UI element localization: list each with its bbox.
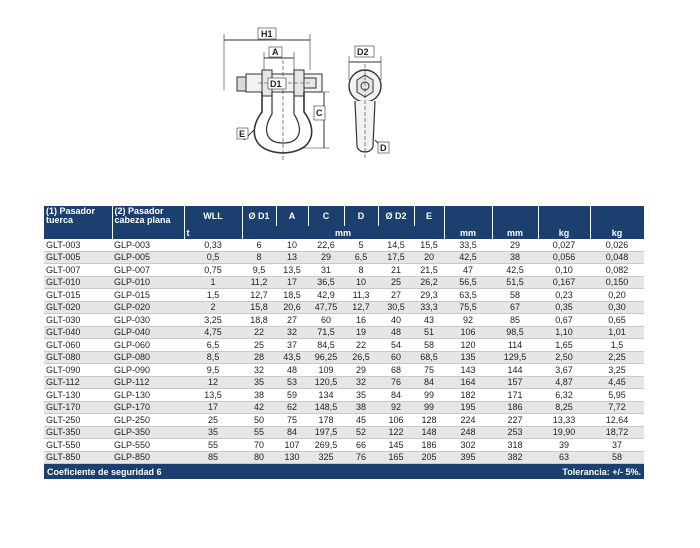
table-cell: 92 xyxy=(444,314,492,327)
table-cell: 134 xyxy=(308,389,344,402)
table-cell: 36,5 xyxy=(308,276,344,289)
table-cell: 22 xyxy=(242,326,276,339)
table-cell: 71,5 xyxy=(308,326,344,339)
table-cell: 32 xyxy=(276,326,308,339)
table-cell: 52 xyxy=(344,426,378,439)
dim-label-d: D xyxy=(380,143,387,153)
table-cell: 0,20 xyxy=(590,289,644,302)
header-blank-1 xyxy=(444,206,492,226)
header-blank-3 xyxy=(538,206,590,226)
dim-label-c: C xyxy=(316,108,323,118)
header-wll: WLL xyxy=(184,206,242,226)
table-cell: 1,5 xyxy=(184,289,242,302)
table-row xyxy=(44,289,644,302)
table-cell: 58 xyxy=(590,451,644,464)
table-cell: 0,150 xyxy=(590,276,644,289)
table-cell: 42,9 xyxy=(308,289,344,302)
table-cell: GLP-030 xyxy=(112,314,184,327)
table-cell: 145 xyxy=(378,439,414,452)
table-cell: 10 xyxy=(344,276,378,289)
table-cell: GLT-550 xyxy=(44,439,112,452)
table-cell: 11,3 xyxy=(344,289,378,302)
table-cell: 114 xyxy=(492,339,538,352)
table-cell: 53 xyxy=(276,376,308,389)
units-kg-1: kg xyxy=(538,226,590,239)
table-cell: 2,25 xyxy=(590,351,644,364)
table-cell: 21,5 xyxy=(414,264,444,277)
table-cell: 13 xyxy=(276,251,308,264)
table-cell: 8,25 xyxy=(538,401,590,414)
header-d1: Ø D1 xyxy=(242,206,276,226)
table-cell: 13,33 xyxy=(538,414,590,427)
table-cell: 325 xyxy=(308,451,344,464)
table-cell: GLT-080 xyxy=(44,351,112,364)
table-row xyxy=(44,414,644,427)
table-cell: GLT-112 xyxy=(44,376,112,389)
table-cell: 85 xyxy=(492,314,538,327)
table-cell: 13,5 xyxy=(276,264,308,277)
table-row xyxy=(44,314,644,327)
table-cell: GLP-007 xyxy=(112,264,184,277)
table-cell: 84 xyxy=(414,376,444,389)
table-cell: 0,23 xyxy=(538,289,590,302)
table-cell: 6,5 xyxy=(184,339,242,352)
table-cell: 21 xyxy=(378,264,414,277)
footer-safety-factor: Coeficiente de seguridad 6 xyxy=(44,464,378,480)
table-units-row xyxy=(44,226,644,239)
table-cell: 75 xyxy=(276,414,308,427)
header-pasador-cabeza-plana: (2) Pasador cabeza plana xyxy=(112,206,184,226)
table-cell: 0,33 xyxy=(184,239,242,251)
table-cell: 12 xyxy=(184,376,242,389)
table-cell: 29 xyxy=(492,239,538,251)
table-cell: GLT-005 xyxy=(44,251,112,264)
units-mm-2: mm xyxy=(492,226,538,239)
table-cell: GLP-170 xyxy=(112,401,184,414)
table-cell: 18,5 xyxy=(276,289,308,302)
table-cell: 6 xyxy=(242,239,276,251)
table-row xyxy=(44,389,644,402)
header-blank-4 xyxy=(590,206,644,226)
table-cell: 12,64 xyxy=(590,414,644,427)
table-cell: 130 xyxy=(276,451,308,464)
table-cell: 6,5 xyxy=(344,251,378,264)
table-cell: 318 xyxy=(492,439,538,452)
table-cell: 148,5 xyxy=(308,401,344,414)
table-row xyxy=(44,439,644,452)
table-cell: 0,75 xyxy=(184,264,242,277)
table-cell: 20,6 xyxy=(276,301,308,314)
table-cell: 68 xyxy=(378,364,414,377)
units-mm-1: mm xyxy=(444,226,492,239)
table-cell: 382 xyxy=(492,451,538,464)
table-cell: GLP-060 xyxy=(112,339,184,352)
table-cell: 42,5 xyxy=(444,251,492,264)
table-cell: 40 xyxy=(378,314,414,327)
table-cell: 55 xyxy=(242,426,276,439)
table-cell: GLP-015 xyxy=(112,289,184,302)
table-cell: 29 xyxy=(308,251,344,264)
table-cell: 37 xyxy=(276,339,308,352)
table-cell: 27 xyxy=(276,314,308,327)
table-cell: 42 xyxy=(242,401,276,414)
dim-label-d2: D2 xyxy=(357,47,369,57)
table-cell: 15,5 xyxy=(414,239,444,251)
table-row xyxy=(44,264,644,277)
table-cell: 35 xyxy=(344,389,378,402)
table-cell: 48 xyxy=(378,326,414,339)
table-cell: 0,048 xyxy=(590,251,644,264)
table-cell: 4,45 xyxy=(590,376,644,389)
table-cell: 6,32 xyxy=(538,389,590,402)
table-cell: 5,95 xyxy=(590,389,644,402)
table-cell: 20 xyxy=(414,251,444,264)
table-cell: GLT-170 xyxy=(44,401,112,414)
table-cell: 22,6 xyxy=(308,239,344,251)
table-cell: 35 xyxy=(242,376,276,389)
table-cell: 1,01 xyxy=(590,326,644,339)
table-cell: 33,5 xyxy=(444,239,492,251)
table-cell: 96,25 xyxy=(308,351,344,364)
units-mm-group: mm xyxy=(242,226,444,239)
table-cell: 17 xyxy=(276,276,308,289)
table-cell: 186 xyxy=(414,439,444,452)
table-cell: 28 xyxy=(242,351,276,364)
table-cell: GLP-020 xyxy=(112,301,184,314)
table-cell: GLT-007 xyxy=(44,264,112,277)
header-d: D xyxy=(344,206,378,226)
table-cell: 31 xyxy=(308,264,344,277)
table-cell: 26,5 xyxy=(344,351,378,364)
table-cell: 45 xyxy=(344,414,378,427)
table-cell: 17 xyxy=(184,401,242,414)
table-cell: 1 xyxy=(184,276,242,289)
table-cell: 9,5 xyxy=(184,364,242,377)
table-cell: 51,5 xyxy=(492,276,538,289)
table-row xyxy=(44,301,644,314)
table-cell: 27 xyxy=(378,289,414,302)
table-cell: 58 xyxy=(492,289,538,302)
table-cell: 135 xyxy=(444,351,492,364)
table-cell: 63 xyxy=(538,451,590,464)
table-cell: 5 xyxy=(344,239,378,251)
table-cell: 4,87 xyxy=(538,376,590,389)
table-cell: 60 xyxy=(308,314,344,327)
table-cell: 178 xyxy=(308,414,344,427)
table-cell: 3,67 xyxy=(538,364,590,377)
table-cell: 12,7 xyxy=(242,289,276,302)
table-cell: GLP-850 xyxy=(112,451,184,464)
table-cell: 186 xyxy=(492,401,538,414)
table-cell: 205 xyxy=(414,451,444,464)
table-cell: 76 xyxy=(344,451,378,464)
dim-label-d1: D1 xyxy=(270,79,282,89)
table-cell: 8,5 xyxy=(184,351,242,364)
table-row xyxy=(44,339,644,352)
table-cell: GLT-350 xyxy=(44,426,112,439)
table-cell: 7,72 xyxy=(590,401,644,414)
table-cell: 56,5 xyxy=(444,276,492,289)
table-cell: 2,50 xyxy=(538,351,590,364)
table-cell: 10 xyxy=(276,239,308,251)
table-cell: 37 xyxy=(590,439,644,452)
table-cell: 70 xyxy=(242,439,276,452)
table-cell: 106 xyxy=(378,414,414,427)
table-cell: 75 xyxy=(414,364,444,377)
table-cell: 143 xyxy=(444,364,492,377)
table-cell: 39 xyxy=(538,439,590,452)
table-cell: 66 xyxy=(344,439,378,452)
header-a: A xyxy=(276,206,308,226)
table-cell: GLT-020 xyxy=(44,301,112,314)
table-cell: 51 xyxy=(414,326,444,339)
table-cell: 60 xyxy=(378,351,414,364)
table-cell: 99 xyxy=(414,401,444,414)
table-cell: 92 xyxy=(378,401,414,414)
table-cell: 0,65 xyxy=(590,314,644,327)
table-cell: 99 xyxy=(414,389,444,402)
table-cell: 0,30 xyxy=(590,301,644,314)
table-cell: 63,5 xyxy=(444,289,492,302)
table-cell: 120 xyxy=(444,339,492,352)
table-cell: 2 xyxy=(184,301,242,314)
table-cell: 42,5 xyxy=(492,264,538,277)
table-footer-row xyxy=(44,464,644,480)
table-row xyxy=(44,426,644,439)
table-cell: 59 xyxy=(276,389,308,402)
table-cell: 4,75 xyxy=(184,326,242,339)
footer-tolerance: Tolerancia: +/- 5%. xyxy=(378,464,644,480)
header-e: E xyxy=(414,206,444,226)
table-row xyxy=(44,276,644,289)
table-cell: 0,67 xyxy=(538,314,590,327)
table-cell: GLT-010 xyxy=(44,276,112,289)
table-cell: 84 xyxy=(378,389,414,402)
table-cell: GLT-003 xyxy=(44,239,112,251)
table-cell: 195 xyxy=(444,401,492,414)
table-cell: 38 xyxy=(344,401,378,414)
table-cell: 18,8 xyxy=(242,314,276,327)
table-cell: 35 xyxy=(184,426,242,439)
table-cell: 29 xyxy=(344,364,378,377)
table-cell: 55 xyxy=(184,439,242,452)
table-header-row xyxy=(44,206,644,226)
table-cell: 43,5 xyxy=(276,351,308,364)
table-cell: 11,2 xyxy=(242,276,276,289)
table-cell: 8 xyxy=(242,251,276,264)
shackle-front-view xyxy=(237,60,322,160)
table-cell: 165 xyxy=(378,451,414,464)
table-cell: 3,25 xyxy=(184,314,242,327)
table-cell: 3,25 xyxy=(590,364,644,377)
table-cell: 8 xyxy=(344,264,378,277)
table-cell: 1,5 xyxy=(590,339,644,352)
table-cell: GLT-040 xyxy=(44,326,112,339)
table-cell: 48 xyxy=(276,364,308,377)
table-cell: 9,5 xyxy=(242,264,276,277)
table-row xyxy=(44,239,644,251)
table-cell: 25 xyxy=(242,339,276,352)
table-cell: 84,5 xyxy=(308,339,344,352)
table-cell: 25 xyxy=(184,414,242,427)
table-row xyxy=(44,451,644,464)
table-cell: 0,10 xyxy=(538,264,590,277)
table-cell: 19 xyxy=(344,326,378,339)
table-cell: 157 xyxy=(492,376,538,389)
table-cell: 54 xyxy=(378,339,414,352)
table-cell: GLT-090 xyxy=(44,364,112,377)
table-cell: 19,90 xyxy=(538,426,590,439)
table-cell: 302 xyxy=(444,439,492,452)
dim-label-e: E xyxy=(239,129,246,139)
table-cell: 47,75 xyxy=(308,301,344,314)
table-cell: 33,3 xyxy=(414,301,444,314)
table-cell: 227 xyxy=(492,414,538,427)
table-cell: 58 xyxy=(414,339,444,352)
table-cell: 25 xyxy=(378,276,414,289)
table-cell: GLP-250 xyxy=(112,414,184,427)
table-cell: GLP-005 xyxy=(112,251,184,264)
table-cell: 62 xyxy=(276,401,308,414)
table-cell: 16 xyxy=(344,314,378,327)
table-cell: GLP-003 xyxy=(112,239,184,251)
dim-label-a: A xyxy=(272,47,279,57)
units-blank-1 xyxy=(44,226,112,239)
table-cell: 269,5 xyxy=(308,439,344,452)
header-blank-2 xyxy=(492,206,538,226)
table-cell: 29,3 xyxy=(414,289,444,302)
table-cell: 248 xyxy=(444,426,492,439)
table-cell: 0,167 xyxy=(538,276,590,289)
table-cell: GLT-250 xyxy=(44,414,112,427)
table-cell: 0,082 xyxy=(590,264,644,277)
table-cell: 1,10 xyxy=(538,326,590,339)
table-cell: 38 xyxy=(242,389,276,402)
table-cell: 85 xyxy=(184,451,242,464)
table-cell: 109 xyxy=(308,364,344,377)
table-cell: 171 xyxy=(492,389,538,402)
table-cell: 17,5 xyxy=(378,251,414,264)
table-cell: 128 xyxy=(414,414,444,427)
table-cell: GLP-350 xyxy=(112,426,184,439)
table-cell: 18,72 xyxy=(590,426,644,439)
table-cell: 0,056 xyxy=(538,251,590,264)
table-cell: GLP-040 xyxy=(112,326,184,339)
units-blank-2 xyxy=(112,226,184,239)
units-wll: t xyxy=(184,226,242,239)
table-cell: 30,5 xyxy=(378,301,414,314)
table-cell: 148 xyxy=(414,426,444,439)
table-cell: GLT-060 xyxy=(44,339,112,352)
table-cell: 50 xyxy=(242,414,276,427)
table-cell: 144 xyxy=(492,364,538,377)
table-cell: 26,2 xyxy=(414,276,444,289)
table-cell: 197,5 xyxy=(308,426,344,439)
table-cell: 224 xyxy=(444,414,492,427)
shackle-side-view xyxy=(349,64,381,158)
table-cell: 22 xyxy=(344,339,378,352)
table-cell: 32 xyxy=(344,376,378,389)
table-cell: GLP-130 xyxy=(112,389,184,402)
table-cell: 80 xyxy=(242,451,276,464)
units-kg-2: kg xyxy=(590,226,644,239)
table-cell: 395 xyxy=(444,451,492,464)
table-row xyxy=(44,364,644,377)
header-d2: Ø D2 xyxy=(378,206,414,226)
table-cell: 129,5 xyxy=(492,351,538,364)
table-cell: 47 xyxy=(444,264,492,277)
table-body xyxy=(44,239,644,464)
table-cell: 0,5 xyxy=(184,251,242,264)
table-cell: 38 xyxy=(492,251,538,264)
table-cell: 1,65 xyxy=(538,339,590,352)
table-row xyxy=(44,251,644,264)
table-cell: GLT-030 xyxy=(44,314,112,327)
table-cell: 106 xyxy=(444,326,492,339)
table-cell: 0,027 xyxy=(538,239,590,251)
header-pasador-tuerca: (1) Pasador tuerca xyxy=(44,206,112,226)
table-cell: 107 xyxy=(276,439,308,452)
table-cell: GLP-112 xyxy=(112,376,184,389)
table-cell: 120,5 xyxy=(308,376,344,389)
table-row xyxy=(44,326,644,339)
table-cell: 122 xyxy=(378,426,414,439)
table-row xyxy=(44,376,644,389)
table-cell: 164 xyxy=(444,376,492,389)
table-cell: 68,5 xyxy=(414,351,444,364)
table-cell: 0,026 xyxy=(590,239,644,251)
table-row xyxy=(44,401,644,414)
table-row xyxy=(44,351,644,364)
table-cell: 14,5 xyxy=(378,239,414,251)
table-cell: 13,5 xyxy=(184,389,242,402)
table-cell: 67 xyxy=(492,301,538,314)
table-cell: 182 xyxy=(444,389,492,402)
table-cell: GLT-850 xyxy=(44,451,112,464)
table-cell: GLT-015 xyxy=(44,289,112,302)
table-cell: 15,8 xyxy=(242,301,276,314)
table-cell: GLT-130 xyxy=(44,389,112,402)
table-cell: 32 xyxy=(242,364,276,377)
table-cell: 12,7 xyxy=(344,301,378,314)
shackle-technical-drawing xyxy=(0,0,700,175)
table-cell: GLP-090 xyxy=(112,364,184,377)
table-cell: GLP-080 xyxy=(112,351,184,364)
table-cell: 98,5 xyxy=(492,326,538,339)
table-cell: 0,35 xyxy=(538,301,590,314)
table-cell: 84 xyxy=(276,426,308,439)
shackle-spec-table xyxy=(44,206,645,479)
dim-label-h1: H1 xyxy=(261,29,273,39)
table-cell: GLP-010 xyxy=(112,276,184,289)
table-cell: 253 xyxy=(492,426,538,439)
table-cell: 76 xyxy=(378,376,414,389)
table-cell: 43 xyxy=(414,314,444,327)
table-cell: GLP-550 xyxy=(112,439,184,452)
header-c: C xyxy=(308,206,344,226)
table-cell: 75,5 xyxy=(444,301,492,314)
